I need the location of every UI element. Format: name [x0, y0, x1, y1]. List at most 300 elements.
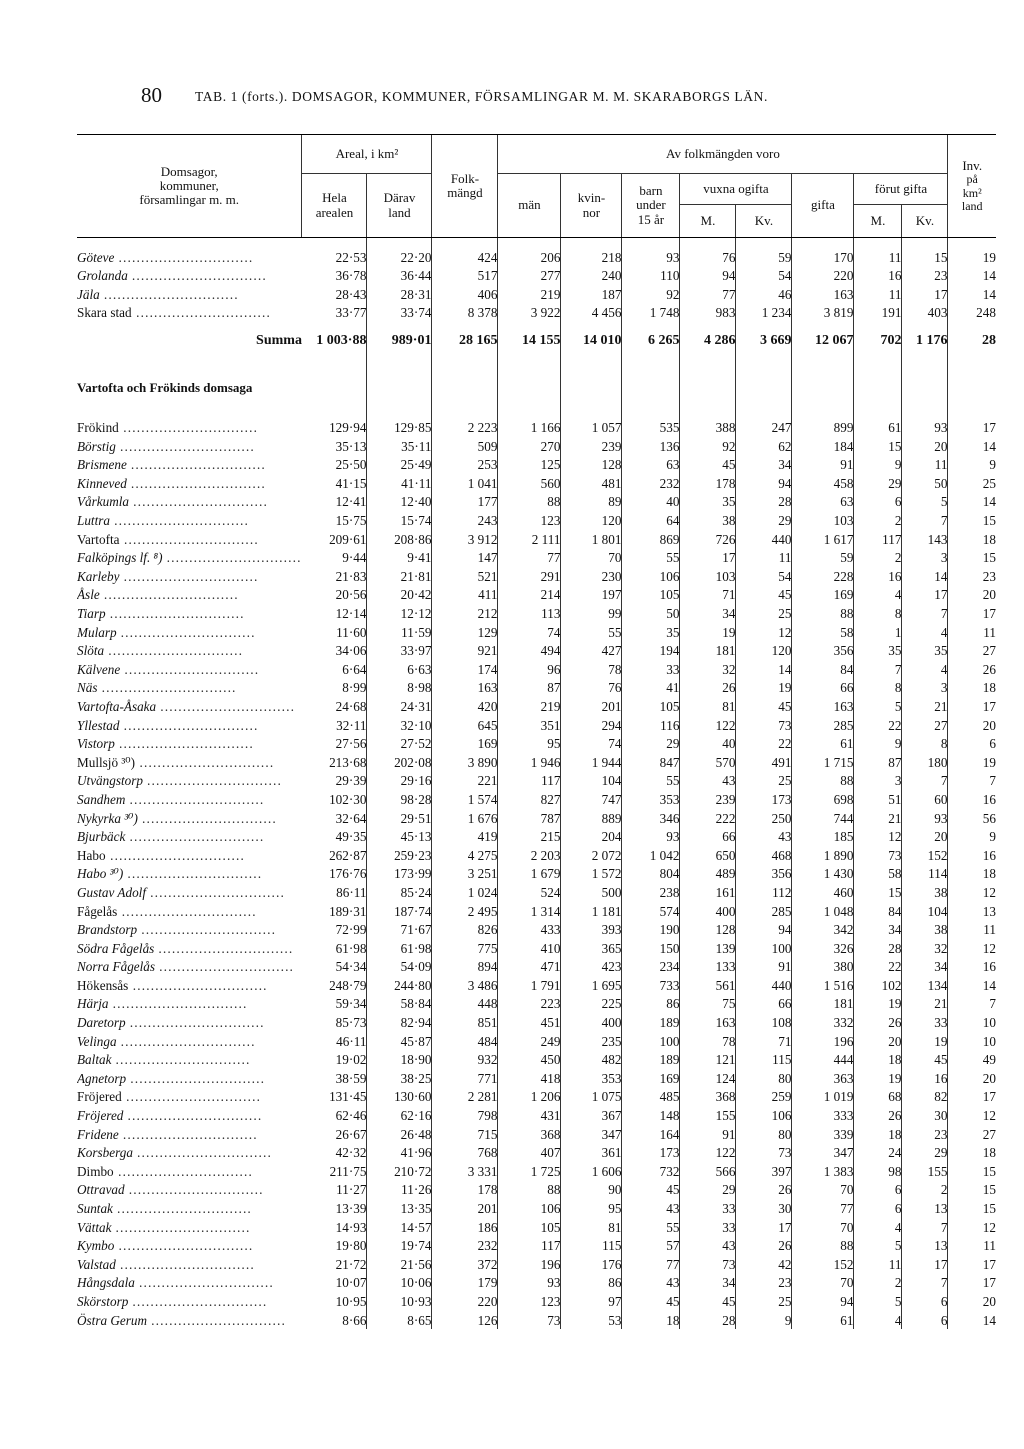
row-value: 66 [792, 679, 854, 698]
dot-leader: .............................. [125, 1015, 266, 1031]
row-value: 400 [561, 1013, 622, 1032]
row-value: 744 [792, 809, 854, 828]
header-forut-kv: Kv. [902, 205, 948, 238]
row-value: 76 [561, 679, 622, 698]
row-value: 1 206 [498, 1088, 561, 1107]
row-value: 27·56 [302, 734, 367, 753]
row-value: 17 [902, 285, 948, 304]
row-value: 45 [622, 1292, 680, 1311]
table-row [77, 1181, 996, 1200]
row-value: 196 [498, 1255, 561, 1274]
summa-value: 702 [854, 330, 902, 352]
row-value: 7 [902, 772, 948, 791]
row-value: 103 [680, 567, 736, 586]
row-value: 102·30 [302, 790, 367, 809]
row-value: 2 281 [432, 1088, 498, 1107]
row-value: 11·27 [302, 1181, 367, 1200]
spacer-cell [432, 352, 498, 380]
row-value: 8·98 [367, 679, 432, 698]
spacer-cell [854, 352, 902, 380]
summa-value: 6 265 [622, 330, 680, 352]
row-value: 775 [432, 939, 498, 958]
spacer-cell [736, 322, 792, 330]
dot-leader: .............................. [118, 1126, 259, 1142]
row-value: 7 [902, 1274, 948, 1293]
row-value: 932 [432, 1051, 498, 1070]
row-value: 9 [736, 1311, 792, 1330]
row-value: 134 [902, 976, 948, 995]
row-value: 29·51 [367, 809, 432, 828]
spacer-cell [854, 322, 902, 330]
row-name-text: Tiarp [77, 606, 106, 621]
row-value: 262·87 [302, 846, 367, 865]
row-value: 3 [902, 679, 948, 698]
spacer-cell [367, 322, 432, 330]
row-value: 440 [736, 976, 792, 995]
row-value: 94 [736, 920, 792, 939]
row-value: 26 [982, 661, 996, 677]
row-value: 517 [432, 267, 498, 286]
row-value: 34·06 [302, 642, 367, 661]
spacer-cell [736, 352, 792, 380]
row-value: 155 [902, 1162, 948, 1181]
row-value: 173·99 [367, 865, 432, 884]
row-value: 420 [432, 697, 498, 716]
row-name-text: Mullsjö ³⁰) [77, 754, 135, 770]
row-value: 35 [854, 642, 902, 661]
table-row [77, 437, 996, 456]
row-value: 88 [792, 772, 854, 791]
row-value: 22·20 [367, 248, 432, 267]
row-value: 6 [989, 736, 996, 752]
row-name-text: Valstad [77, 1256, 116, 1272]
row-value: 59·34 [302, 995, 367, 1014]
population-table [77, 134, 996, 1329]
row-name [77, 846, 302, 865]
row-value: 98 [854, 1162, 902, 1181]
row-value: 524 [498, 883, 561, 902]
row-value: 10·95 [302, 1292, 367, 1311]
table-row [77, 865, 996, 884]
row-value: 42·32 [302, 1144, 367, 1163]
row-value: 11 [854, 1255, 902, 1274]
row-value: 535 [622, 418, 680, 437]
row-value: 91 [680, 1125, 736, 1144]
dot-leader: .............................. [125, 829, 265, 845]
header-vuxna-kv: Kv. [736, 205, 792, 238]
row-value: 1 [854, 623, 902, 642]
row-value: 14 [736, 660, 792, 679]
row-value: 9 [989, 457, 996, 473]
row-value: 78 [680, 1032, 736, 1051]
row-value: 2 072 [561, 846, 622, 865]
row-value: 15·74 [367, 511, 432, 530]
row-value: 11 [854, 285, 902, 304]
row-value: 33·74 [367, 304, 432, 323]
row-value: 54 [736, 567, 792, 586]
row-name [77, 1199, 302, 1218]
row-name [77, 716, 302, 735]
summa-value: 3 669 [736, 330, 792, 352]
row-value: 55 [622, 549, 680, 568]
row-name-text: Brismene [77, 457, 127, 473]
row-value: 771 [432, 1069, 498, 1088]
row-value: 4 [902, 660, 948, 679]
row-value: 6 [902, 1292, 948, 1311]
row-value: 827 [498, 790, 561, 809]
row-value: 9·41 [367, 549, 432, 568]
row-value: 9·44 [302, 549, 367, 568]
row-value: 19·74 [367, 1237, 432, 1256]
row-value: 74 [561, 734, 622, 753]
row-name-text: Härja [77, 996, 109, 1012]
row-name-text: Göteve [77, 249, 115, 265]
row-value: 16 [982, 959, 996, 975]
row-value: 33 [622, 660, 680, 679]
row-value: 169 [622, 1069, 680, 1088]
row-value: 2 203 [498, 846, 561, 865]
row-value: 45 [736, 697, 792, 716]
row-value: 35 [622, 623, 680, 642]
row-value: 129·94 [302, 418, 367, 437]
row-name-text: Fröjered [77, 1108, 124, 1124]
dot-leader: .............................. [146, 884, 286, 900]
row-value: 41·11 [367, 474, 432, 493]
row-value: 73 [736, 716, 792, 735]
row-value: 26 [854, 1106, 902, 1125]
table-row [77, 1013, 996, 1032]
row-value: 196 [792, 1032, 854, 1051]
row-value: 70 [561, 549, 622, 568]
row-value: 11·60 [302, 623, 367, 642]
row-value: 80 [736, 1125, 792, 1144]
row-value: 75 [680, 995, 736, 1014]
spacer-cell [367, 238, 432, 249]
row-value: 253 [432, 456, 498, 475]
table-row [77, 753, 996, 772]
row-name-text: Fågelås [77, 903, 118, 919]
row-value: 180 [902, 753, 948, 772]
row-value: 29 [902, 1144, 948, 1163]
row-value: 50 [622, 604, 680, 623]
row-value: 45·87 [367, 1032, 432, 1051]
row-value: 115 [736, 1051, 792, 1070]
row-value: 22 [854, 716, 902, 735]
header-areal: Areal, i km² [302, 135, 432, 174]
row-name-text: Karleby [77, 568, 120, 584]
table-row [77, 604, 996, 623]
row-value: 179 [432, 1274, 498, 1293]
dot-leader: .............................. [115, 1256, 256, 1272]
row-name-text: Östra Gerum [77, 1312, 147, 1328]
header-kvinnor-line: nor [582, 204, 601, 220]
row-name-text: Korsberga [77, 1145, 133, 1161]
row-value: 2 223 [432, 418, 498, 437]
row-value: 500 [561, 883, 622, 902]
row-value: 35 [902, 642, 948, 661]
spacer-cell [854, 380, 902, 414]
dot-leader: .............................. [127, 268, 268, 284]
row-value: 173 [736, 790, 792, 809]
row-value: 58 [854, 865, 902, 884]
row-value: 40 [680, 734, 736, 753]
row-value: 277 [498, 267, 561, 286]
row-value: 85·73 [302, 1013, 367, 1032]
row-name-text: Näs [77, 680, 98, 696]
summa-row [77, 330, 996, 352]
row-value: 110 [622, 267, 680, 286]
row-value: 64 [622, 511, 680, 530]
row-value: 351 [498, 716, 561, 735]
row-value: 560 [498, 474, 561, 493]
row-value: 1 574 [432, 790, 498, 809]
table-row [77, 827, 996, 846]
row-value: 25 [736, 772, 792, 791]
row-value: 201 [432, 1199, 498, 1218]
row-value: 18 [982, 1145, 996, 1161]
table-row [77, 642, 996, 661]
row-value: 63 [622, 456, 680, 475]
row-value: 12·41 [302, 493, 367, 512]
row-value: 32·10 [367, 716, 432, 735]
row-name [77, 772, 302, 791]
row-value: 128 [680, 920, 736, 939]
row-value: 1 695 [561, 976, 622, 995]
row-name-text: Kymbo [77, 1238, 115, 1254]
table-row [77, 920, 996, 939]
row-value: 43 [680, 772, 736, 791]
dot-leader: .............................. [108, 996, 248, 1012]
row-value: 51 [854, 790, 902, 809]
row-value: 61 [792, 1311, 854, 1330]
table-row [77, 418, 996, 437]
row-value: 243 [432, 511, 498, 530]
row-value: 28 [854, 939, 902, 958]
row-value: 32 [902, 939, 948, 958]
row-name-text: Börstig [77, 438, 116, 454]
row-name [77, 1106, 302, 1125]
row-value: 347 [561, 1125, 622, 1144]
row-value: 27 [982, 643, 996, 659]
row-value: 34 [854, 920, 902, 939]
row-value: 28 [736, 493, 792, 512]
header-folkmangd-line: Folk- [450, 170, 480, 186]
header-hela [302, 174, 367, 238]
row-value: 148 [622, 1106, 680, 1125]
row-value: 92 [622, 285, 680, 304]
row-value: 66 [736, 995, 792, 1014]
row-value: 40 [622, 493, 680, 512]
row-value: 169 [432, 734, 498, 753]
header-inv-line: km² [962, 185, 982, 200]
dot-leader: .............................. [116, 1033, 256, 1049]
row-value: 14 [982, 286, 996, 302]
row-value: 88 [498, 493, 561, 512]
dot-leader: .............................. [146, 1312, 287, 1328]
row-name-text: Mularp [77, 624, 117, 640]
row-value: 1 890 [792, 846, 854, 865]
header-hela-line: arealen [315, 204, 354, 220]
row-value: 10·93 [367, 1292, 432, 1311]
spacer-cell [948, 380, 996, 414]
spacer-cell [680, 322, 736, 330]
spacer-cell [367, 352, 432, 380]
row-value: 3 890 [432, 753, 498, 772]
row-value: 13·35 [367, 1199, 432, 1218]
summa-value: 4 286 [680, 330, 736, 352]
row-value: 22 [736, 734, 792, 753]
row-value: 1 715 [792, 753, 854, 772]
dot-leader: .............................. [119, 531, 259, 547]
row-value: 28·43 [302, 285, 367, 304]
row-name [77, 1069, 302, 1088]
row-value: 1 181 [561, 902, 622, 921]
row-value: 8 [902, 734, 948, 753]
dot-leader: .............................. [119, 717, 259, 733]
spacer-cell [561, 380, 622, 414]
row-value: 197 [561, 586, 622, 605]
row-name [77, 827, 302, 846]
spacer-cell [736, 380, 792, 414]
row-value: 6 [854, 1199, 902, 1218]
row-value: 187 [561, 285, 622, 304]
row-value: 6 [902, 1311, 948, 1330]
table-row [77, 1032, 996, 1051]
row-name [77, 1032, 302, 1051]
table-row [77, 1292, 996, 1311]
row-value: 356 [736, 865, 792, 884]
row-value: 2 [854, 549, 902, 568]
row-value: 768 [432, 1144, 498, 1163]
spacer-cell [948, 322, 996, 330]
row-value: 410 [498, 939, 561, 958]
row-value: 28·31 [367, 285, 432, 304]
row-value: 491 [736, 753, 792, 772]
row-value: 899 [792, 418, 854, 437]
row-value: 76 [680, 248, 736, 267]
row-value: 87 [854, 753, 902, 772]
row-value: 18·90 [367, 1051, 432, 1070]
header-inv-line: på [966, 172, 978, 187]
row-value: 2 [854, 1274, 902, 1293]
row-value: 32·64 [302, 809, 367, 828]
row-value: 11 [983, 922, 996, 938]
row-value: 4 [854, 1311, 902, 1330]
row-value: 106 [736, 1106, 792, 1125]
table-row [77, 958, 996, 977]
row-value: 89 [561, 493, 622, 512]
table-row [77, 530, 996, 549]
row-value: 393 [561, 920, 622, 939]
spacer-cell [302, 322, 367, 330]
table-row [77, 1237, 996, 1256]
row-value: 26 [736, 1237, 792, 1256]
dot-leader: .............................. [126, 1070, 266, 1086]
spacer-cell [680, 352, 736, 380]
row-value: 259·23 [367, 846, 432, 865]
row-value: 566 [680, 1162, 736, 1181]
row-value: 247 [736, 418, 792, 437]
row-value: 45 [680, 456, 736, 475]
row-value: 32·11 [302, 716, 367, 735]
row-value: 1 606 [561, 1162, 622, 1181]
row-value: 53 [561, 1311, 622, 1330]
row-value: 62·46 [302, 1106, 367, 1125]
row-value: 38 [902, 883, 948, 902]
row-value: 114 [902, 865, 948, 884]
row-value: 650 [680, 846, 736, 865]
row-value: 20 [982, 1293, 996, 1309]
row-value: 574 [622, 902, 680, 921]
table-row [77, 1162, 996, 1181]
row-value: 106 [622, 567, 680, 586]
row-value: 73 [854, 846, 902, 865]
row-value: 248 [976, 305, 996, 321]
spacer-cell [622, 322, 680, 330]
row-value: 7 [989, 773, 996, 789]
row-value: 68 [854, 1088, 902, 1107]
row-name [77, 920, 302, 939]
row-value: 249 [498, 1032, 561, 1051]
row-value: 23 [982, 568, 996, 584]
row-value: 191 [854, 304, 902, 323]
row-value: 17 [902, 1255, 948, 1274]
row-value: 509 [432, 437, 498, 456]
row-name-text: Habo ³⁰) [77, 866, 124, 882]
row-value: 3 [902, 549, 948, 568]
row-value: 84 [854, 902, 902, 921]
row-value: 211·75 [302, 1162, 367, 1181]
row-value: 1 048 [792, 902, 854, 921]
row-name [77, 267, 302, 286]
spacer-row [77, 238, 996, 249]
row-value: 61·98 [367, 939, 432, 958]
row-value: 38 [680, 511, 736, 530]
row-value: 18 [622, 1311, 680, 1330]
row-value: 170 [792, 248, 854, 267]
row-value: 46·11 [302, 1032, 367, 1051]
dot-leader: .............................. [113, 1163, 254, 1179]
table-row [77, 248, 996, 267]
row-value: 163 [680, 1013, 736, 1032]
row-value: 105 [622, 586, 680, 605]
row-value: 96 [498, 660, 561, 679]
row-value: 1 617 [792, 530, 854, 549]
row-value: 43 [736, 827, 792, 846]
row-value: 45 [622, 1181, 680, 1200]
row-value: 6 [854, 1181, 902, 1200]
dot-leader: .............................. [111, 1052, 251, 1068]
row-value: 1 679 [498, 865, 561, 884]
row-value: 8·66 [302, 1311, 367, 1330]
row-value: 117 [854, 530, 902, 549]
row-value: 201 [561, 697, 622, 716]
row-value: 285 [736, 902, 792, 921]
row-value: 30 [902, 1106, 948, 1125]
dot-leader: .............................. [126, 457, 267, 473]
spacer-cell [622, 238, 680, 249]
row-name-text: Utvängstorp [77, 773, 143, 789]
row-value: 33 [902, 1013, 948, 1032]
row-value: 11 [983, 1238, 996, 1254]
row-value: 121 [680, 1051, 736, 1070]
row-value: 11 [854, 248, 902, 267]
row-value: 55 [622, 772, 680, 791]
row-value: 73 [680, 1255, 736, 1274]
row-value: 1 430 [792, 865, 854, 884]
row-value: 186 [432, 1218, 498, 1237]
row-value: 103 [792, 511, 854, 530]
